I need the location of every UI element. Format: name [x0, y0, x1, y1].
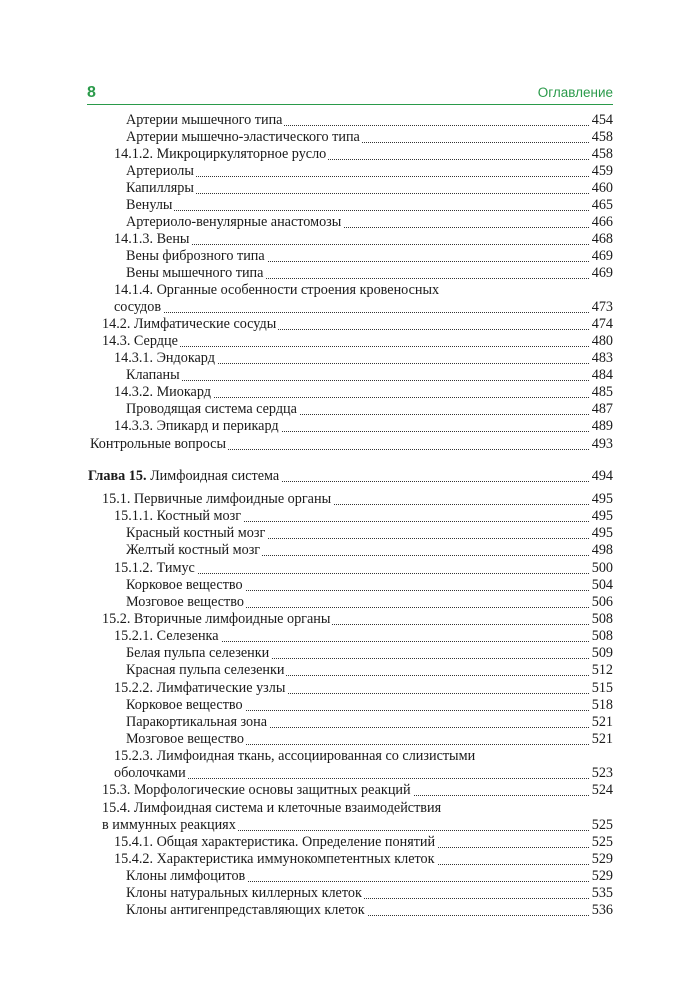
toc-entry: 15.2.3. Лимфоидная ткань, ассоциированная со слизистыми [114, 748, 476, 764]
toc-entry: Венулы 465 [126, 197, 613, 213]
toc-entry: Мозговое вещество 521 [126, 731, 613, 747]
toc-entry: оболочками 523 [114, 765, 613, 781]
toc-entry: Артериолы 459 [126, 163, 613, 179]
toc-entry: Капилляры 460 [126, 180, 613, 196]
toc-entry: 15.2. Вторичные лимфоидные органы 508 [102, 611, 613, 627]
toc-entry: Паракортикальная зона 521 [126, 714, 613, 730]
toc-entry: 14.1.2. Микроциркуляторное русло 458 [114, 146, 613, 162]
toc-entry: 15.4.2. Характеристика иммунокомпетентных клеток 529 [114, 851, 613, 867]
toc-entry: 14.3.3. Эпикард и перикард 489 [114, 418, 613, 434]
toc-entry: 15.2.2. Лимфатические узлы 515 [114, 680, 613, 696]
toc-entry: Вены фиброзного типа 469 [126, 248, 613, 264]
toc-entry: 15.1.2. Тимус 500 [114, 560, 613, 576]
toc-entry: сосудов 473 [114, 299, 613, 315]
toc-entry: 15.2.1. Селезенка 508 [114, 628, 613, 644]
toc-entry: Клоны лимфоцитов 529 [126, 868, 613, 884]
toc-entry: 14.3.2. Миокард 485 [114, 384, 613, 400]
toc-entry: Клоны натуральных киллерных клеток 535 [126, 885, 613, 901]
toc-entry: Контрольные вопросы 493 [90, 436, 613, 452]
toc-entry: 15.1.1. Костный мозг 495 [114, 508, 613, 524]
toc-chapter-entry: Глава 15. Лимфоидная система 494 [88, 468, 613, 484]
toc-entry: Белая пульпа селезенки 509 [126, 645, 613, 661]
toc-entry: Артерии мышечно-эластического типа 458 [126, 129, 613, 145]
toc-entry: 15.1. Первичные лимфоидные органы 495 [102, 491, 613, 507]
toc-entry: 14.1.3. Вены 468 [114, 231, 613, 247]
toc-entry: 15.4.1. Общая характеристика. Определение понятий 525 [114, 834, 613, 850]
toc-entry: 14.3.1. Эндокард 483 [114, 350, 613, 366]
toc-entry: 14.2. Лимфатические сосуды 474 [102, 316, 613, 332]
chapter-label: Глава 15. [88, 468, 147, 484]
toc-entry: 15.3. Морфологические основы защитных реакций 524 [102, 782, 613, 798]
toc-entry: Клоны антигенпредставляющих клеток 536 [126, 902, 613, 918]
toc-entry: Артерии мышечного типа 454 [126, 112, 613, 128]
toc-entry: Корковое вещество 518 [126, 697, 613, 713]
toc-entry: 14.3. Сердце 480 [102, 333, 613, 349]
toc-entry: Красная пульпа селезенки 512 [126, 662, 613, 678]
toc-entry: Желтый костный мозг 498 [126, 542, 613, 558]
toc-entry: Проводящая система сердца 487 [126, 401, 613, 417]
toc-entry: в иммунных реакциях 525 [102, 817, 613, 833]
toc-entry: Клапаны 484 [126, 367, 613, 383]
toc-entry: Красный костный мозг 495 [126, 525, 613, 541]
toc-entry: Вены мышечного типа 469 [126, 265, 613, 281]
toc-entry: 15.4. Лимфоидная система и клеточные взаимодействия [102, 800, 442, 816]
page-number: 8 [87, 84, 96, 101]
toc-entry: Корковое вещество 504 [126, 577, 613, 593]
page-header [87, 84, 613, 105]
toc-entry: Мозговое вещество 506 [126, 594, 613, 610]
toc-entry: Артериоло-венулярные анастомозы 466 [126, 214, 613, 230]
toc-entry: 14.1.4. Органные особенности строения кровеносных [114, 282, 440, 298]
running-title: Оглавление [537, 85, 613, 100]
